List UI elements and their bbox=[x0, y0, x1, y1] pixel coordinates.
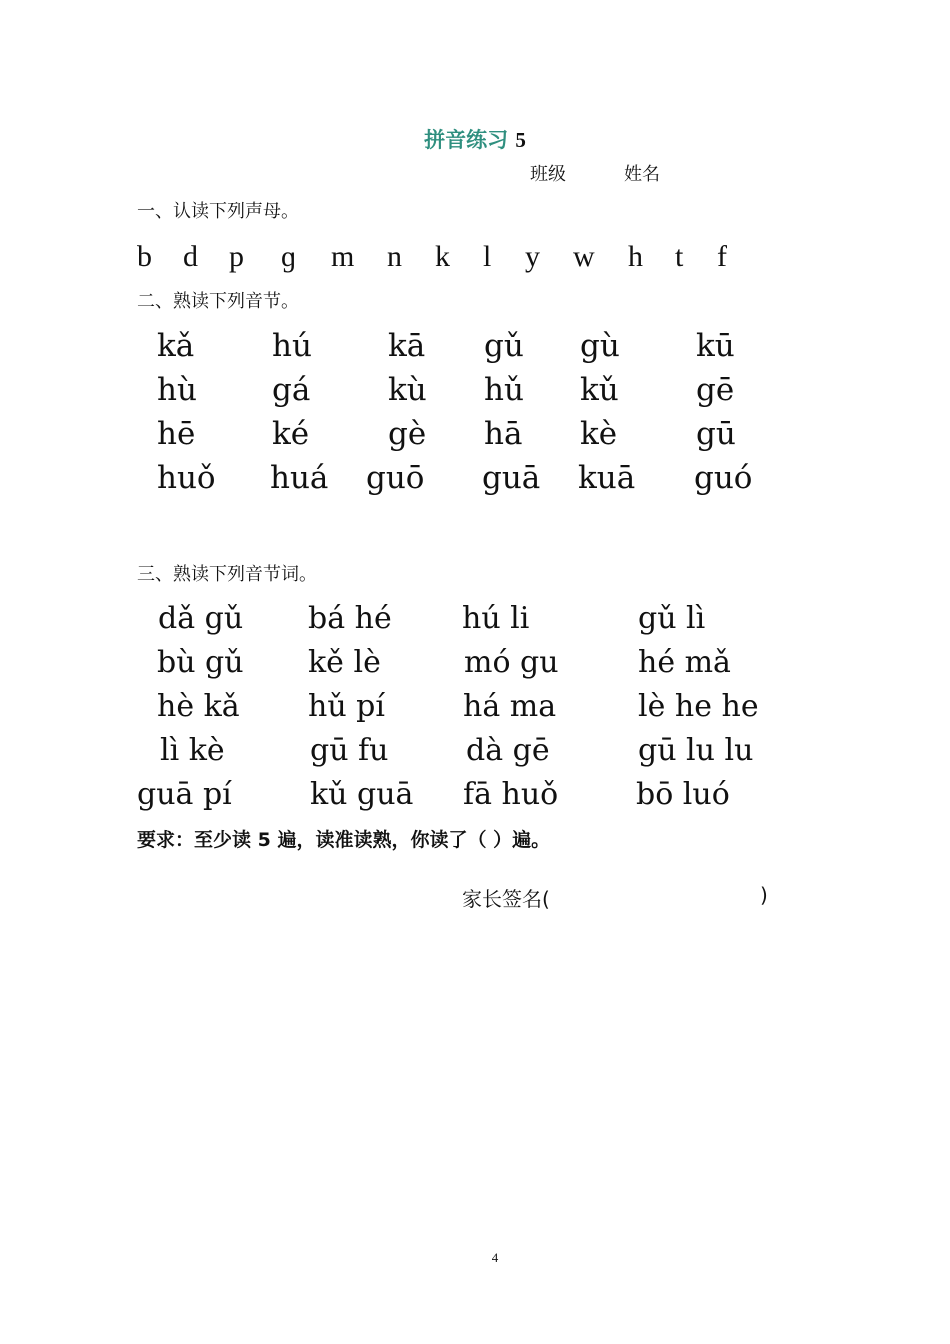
section-3-heading: 三、熟读下列音节词。 bbox=[137, 564, 317, 585]
initial: w bbox=[573, 240, 595, 273]
syllable: huá bbox=[270, 460, 329, 496]
section-1-heading: 一、认读下列声母。 bbox=[137, 201, 299, 222]
syllable: gá bbox=[272, 372, 311, 408]
parent-signature-label: 家长签名( bbox=[462, 887, 550, 911]
syllable: hú bbox=[272, 328, 312, 364]
word: guā pí bbox=[137, 777, 232, 812]
syllable: gù bbox=[580, 328, 620, 364]
word: kǔ guā bbox=[310, 777, 414, 812]
initial: b bbox=[137, 240, 152, 273]
syllable: kuā bbox=[578, 460, 636, 496]
syllable: gǔ bbox=[484, 328, 524, 364]
initial: y bbox=[525, 240, 540, 273]
word: gū lu lu bbox=[638, 733, 754, 768]
syllable: gē bbox=[696, 372, 735, 408]
word: há ma bbox=[463, 689, 557, 724]
reading-requirement: 要求：至少读 5 遍，读准读熟，你读了（ ）遍。 bbox=[137, 829, 551, 851]
syllable: gū bbox=[696, 416, 736, 452]
syllable: guā bbox=[482, 460, 541, 496]
word: kě lè bbox=[308, 645, 381, 680]
syllable: kè bbox=[580, 416, 618, 452]
word: dà gē bbox=[466, 733, 550, 768]
initial: ɡ bbox=[281, 240, 296, 273]
word: hé mǎ bbox=[638, 645, 731, 680]
word: lì kè bbox=[160, 733, 225, 768]
word: bá hé bbox=[308, 601, 392, 636]
syllable: gè bbox=[388, 416, 427, 452]
syllable: kū bbox=[696, 328, 735, 364]
word: hǔ pí bbox=[308, 689, 385, 724]
initial: m bbox=[331, 240, 355, 273]
parent-signature-close: ) bbox=[760, 883, 768, 907]
syllable: kǎ bbox=[157, 328, 195, 364]
syllable: hē bbox=[157, 416, 196, 452]
initial: t bbox=[675, 240, 684, 273]
word: gū fu bbox=[310, 733, 389, 768]
name-label: 姓名 bbox=[624, 164, 660, 185]
initial: l bbox=[483, 240, 492, 273]
syllable: hā bbox=[484, 416, 523, 452]
page-title bbox=[0, 124, 950, 154]
syllable: ké bbox=[272, 416, 310, 452]
word: lè he he bbox=[638, 689, 759, 724]
initial: h bbox=[628, 240, 643, 273]
syllable: hù bbox=[157, 372, 197, 408]
syllable: hǔ bbox=[484, 372, 524, 408]
initial: p bbox=[229, 240, 244, 273]
syllable: guó bbox=[694, 460, 753, 496]
page-number: 4 bbox=[491, 1250, 499, 1265]
initial: n bbox=[387, 240, 402, 273]
title-number: 5 bbox=[515, 128, 526, 152]
title-text: 拼音练习 bbox=[424, 128, 509, 152]
initial: k bbox=[435, 240, 450, 273]
syllable: kā bbox=[388, 328, 426, 364]
syllable: kù bbox=[388, 372, 427, 408]
word: hú li bbox=[462, 601, 530, 636]
class-label: 班级 bbox=[530, 164, 566, 185]
initial: f bbox=[717, 240, 727, 273]
word: bù gǔ bbox=[157, 645, 244, 680]
initial: d bbox=[183, 240, 198, 273]
syllable: huǒ bbox=[157, 460, 216, 496]
syllable: guō bbox=[366, 460, 425, 496]
word: mó gu bbox=[464, 645, 559, 680]
word: fā huǒ bbox=[463, 777, 559, 812]
word: gǔ lì bbox=[638, 601, 706, 636]
word: bō luó bbox=[636, 777, 730, 812]
word: hè kǎ bbox=[157, 689, 240, 724]
word: dǎ gǔ bbox=[158, 601, 244, 636]
syllable: kǔ bbox=[580, 372, 619, 408]
section-2-heading: 二、熟读下列音节。 bbox=[137, 291, 299, 312]
